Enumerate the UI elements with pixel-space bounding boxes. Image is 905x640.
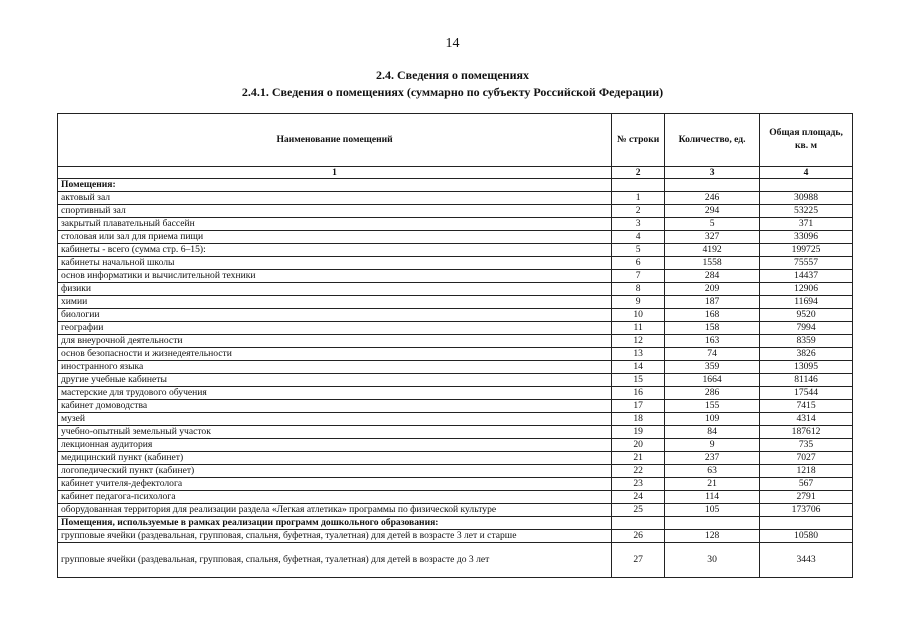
row-name: химии [58, 296, 612, 309]
table-row [58, 400, 853, 413]
row-quantity: 155 [665, 400, 760, 413]
subsection-heading: 2.4.1. Сведения о помещениях (суммарно по субъекту Российской Федерации) [241, 85, 664, 99]
header-row [58, 114, 853, 167]
section-row [58, 517, 853, 530]
row-name: кабинет учителя-дефектолога [58, 478, 612, 491]
table-row [58, 283, 853, 296]
row-name: физики [58, 283, 612, 296]
row-area: 10580 [760, 530, 853, 543]
row-area: 75557 [760, 257, 853, 270]
row-name: кабинет педагога-психолога [58, 491, 612, 504]
row-area: 17544 [760, 387, 853, 400]
row-number: 14 [612, 361, 665, 374]
row-number: 10 [612, 309, 665, 322]
row-name: спортивный зал [58, 205, 612, 218]
row-quantity: 109 [665, 413, 760, 426]
table-row [58, 257, 853, 270]
row-area: 371 [760, 218, 853, 231]
row-quantity: 187 [665, 296, 760, 309]
row-quantity: 74 [665, 348, 760, 361]
row-number: 18 [612, 413, 665, 426]
row-number: 23 [612, 478, 665, 491]
row-quantity: 168 [665, 309, 760, 322]
page-number: 14 [445, 36, 460, 51]
table-row [58, 478, 853, 491]
row-quantity: 4192 [665, 244, 760, 257]
column-number: 1 [58, 167, 612, 179]
row-name: музей [58, 413, 612, 426]
row-name: другие учебные кабинеты [58, 374, 612, 387]
row-quantity: 1558 [665, 257, 760, 270]
row-number: 12 [612, 335, 665, 348]
row-name: иностранного языка [58, 361, 612, 374]
table-row [58, 426, 853, 439]
row-name: логопедический пункт (кабинет) [58, 465, 612, 478]
row-area: 14437 [760, 270, 853, 283]
row-name: столовая или зал для приема пищи [58, 231, 612, 244]
row-number: 15 [612, 374, 665, 387]
row-quantity: 21 [665, 478, 760, 491]
row-name: для внеурочной деятельности [58, 335, 612, 348]
row-name: лекционная аудитория [58, 439, 612, 452]
row-name: кабинет домоводства [58, 400, 612, 413]
row-area: 30988 [760, 192, 853, 205]
header-area: Общая площадь, кв. м [760, 114, 853, 167]
table-row [58, 361, 853, 374]
column-number-row [58, 167, 853, 179]
column-number: 3 [665, 167, 760, 179]
row-area: 13095 [760, 361, 853, 374]
row-name: основ безопасности и жизнедеятельности [58, 348, 612, 361]
row-number: 7 [612, 270, 665, 283]
row-number: 6 [612, 257, 665, 270]
row-area: 3826 [760, 348, 853, 361]
row-name: мастерские для трудового обучения [58, 387, 612, 400]
row-quantity: 1664 [665, 374, 760, 387]
row-name: кабинеты начальной школы [58, 257, 612, 270]
section-label: Помещения, используемые в рамках реализации программ дошкольного образования: [58, 517, 612, 530]
row-quantity: 294 [665, 205, 760, 218]
row-quantity: 158 [665, 322, 760, 335]
column-number: 2 [612, 167, 665, 179]
row-number: 16 [612, 387, 665, 400]
table-row [58, 192, 853, 205]
row-number: 22 [612, 465, 665, 478]
row-number: 20 [612, 439, 665, 452]
table-row [58, 491, 853, 504]
row-quantity: 9 [665, 439, 760, 452]
table-row [58, 231, 853, 244]
row-area: 173706 [760, 504, 853, 517]
row-number: 8 [612, 283, 665, 296]
row-area: 11694 [760, 296, 853, 309]
row-name: групповые ячейки (раздевальная, групповая, спальня, буфетная, туалетная) для детей в возрасте до 3 лет [58, 543, 612, 578]
table-row [58, 413, 853, 426]
row-number: 1 [612, 192, 665, 205]
row-name: кабинеты - всего (сумма стр. 6–15): [58, 244, 612, 257]
table-row [58, 465, 853, 478]
row-number: 27 [612, 543, 665, 578]
row-area: 2791 [760, 491, 853, 504]
row-area: 4314 [760, 413, 853, 426]
row-number: 13 [612, 348, 665, 361]
row-quantity: 5 [665, 218, 760, 231]
table-row [58, 335, 853, 348]
row-area: 567 [760, 478, 853, 491]
row-area: 1218 [760, 465, 853, 478]
row-area: 81146 [760, 374, 853, 387]
row-quantity: 63 [665, 465, 760, 478]
table-row [58, 218, 853, 231]
row-name: групповые ячейки (раздевальная, групповая, спальня, буфетная, туалетная) для детей в возрасте 3 лет и старше [58, 530, 612, 543]
section-row [58, 179, 853, 192]
header-row-number: № строки [612, 114, 665, 167]
row-quantity: 84 [665, 426, 760, 439]
row-quantity: 163 [665, 335, 760, 348]
table-row [58, 530, 853, 543]
row-area: 33096 [760, 231, 853, 244]
row-number: 19 [612, 426, 665, 439]
row-area: 53225 [760, 205, 853, 218]
section-heading: 2.4. Сведения о помещениях [376, 68, 529, 82]
row-quantity: 284 [665, 270, 760, 283]
row-number: 17 [612, 400, 665, 413]
row-name: медицинский пункт (кабинет) [58, 452, 612, 465]
table-row [58, 504, 853, 517]
row-area: 3443 [760, 543, 853, 578]
header-name: Наименование помещений [58, 114, 612, 167]
table-row [58, 439, 853, 452]
row-area: 7027 [760, 452, 853, 465]
row-area: 7994 [760, 322, 853, 335]
row-area: 199725 [760, 244, 853, 257]
section-label: Помещения: [58, 179, 612, 192]
row-area: 7415 [760, 400, 853, 413]
row-quantity: 105 [665, 504, 760, 517]
table-row [58, 348, 853, 361]
table-row [58, 270, 853, 283]
row-name: учебно-опытный земельный участок [58, 426, 612, 439]
row-number: 2 [612, 205, 665, 218]
row-number: 3 [612, 218, 665, 231]
row-number: 26 [612, 530, 665, 543]
table-row [58, 296, 853, 309]
table-row [58, 205, 853, 218]
table-row [58, 543, 853, 578]
table-row [58, 244, 853, 257]
column-number: 4 [760, 167, 853, 179]
table-row [58, 452, 853, 465]
table-row [58, 387, 853, 400]
row-quantity: 114 [665, 491, 760, 504]
row-name: актовый зал [58, 192, 612, 205]
row-name: биологии [58, 309, 612, 322]
table-row [58, 309, 853, 322]
row-area: 9520 [760, 309, 853, 322]
table-row [58, 322, 853, 335]
row-number: 4 [612, 231, 665, 244]
row-quantity: 30 [665, 543, 760, 578]
row-name: географии [58, 322, 612, 335]
row-area: 735 [760, 439, 853, 452]
header-quantity: Количество, ед. [665, 114, 760, 167]
row-number: 5 [612, 244, 665, 257]
table-row [58, 374, 853, 387]
row-quantity: 246 [665, 192, 760, 205]
row-quantity: 286 [665, 387, 760, 400]
row-name: оборудованная территория для реализации раздела «Легкая атлетика» программы по физической культуре [58, 504, 612, 517]
row-quantity: 237 [665, 452, 760, 465]
premises-table [57, 113, 853, 578]
row-name: закрытый плавательный бассейн [58, 218, 612, 231]
row-area: 187612 [760, 426, 853, 439]
row-number: 25 [612, 504, 665, 517]
row-number: 11 [612, 322, 665, 335]
row-quantity: 327 [665, 231, 760, 244]
row-quantity: 128 [665, 530, 760, 543]
row-number: 21 [612, 452, 665, 465]
row-number: 24 [612, 491, 665, 504]
row-number: 9 [612, 296, 665, 309]
row-quantity: 359 [665, 361, 760, 374]
row-name: основ информатики и вычислительной техники [58, 270, 612, 283]
row-area: 12906 [760, 283, 853, 296]
row-area: 8359 [760, 335, 853, 348]
row-quantity: 209 [665, 283, 760, 296]
